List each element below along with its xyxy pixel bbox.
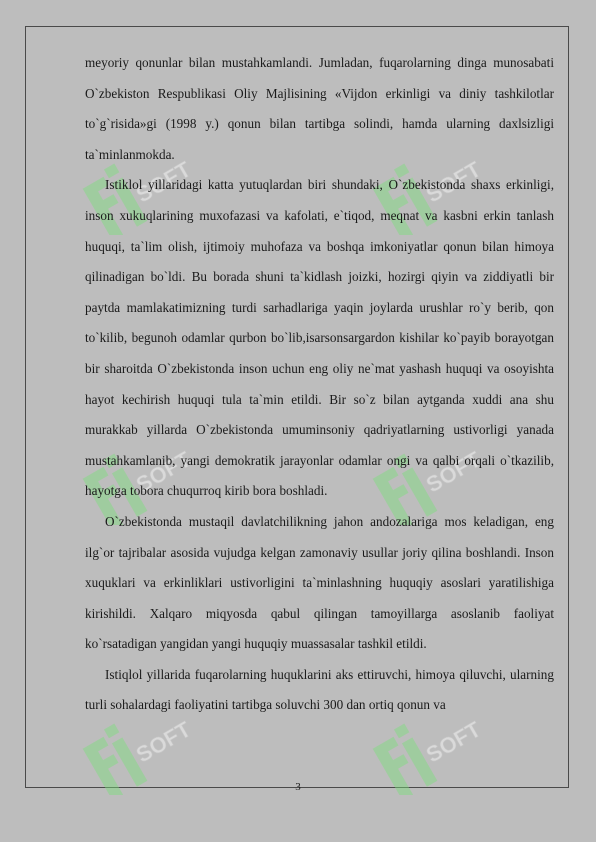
paragraph-1: meyoriy qonunlar bilan mustahkamlandi. Jumladan, fuqarolarning dinga munosabati O`zbekiston Respublikasi Oliy Majlisining «Vijdon erkinligi va diniy tashkilotlar to`g`risida»gi (1998 y.) qonun bilan tartibga solindi, hamda ularning daxlsizligi ta`minlanmokda.: [85, 55, 554, 162]
svg-text:SOFT: SOFT: [421, 446, 486, 498]
paragraph-2: Istiklol yillaridagi katta yutuqlardan biri shundaki, O`zbekistonda shaxs erkinligi, inson xukuqlarining muxofazasi va kafolati, e`tiqod, meqnat va kasbni erkin tanlash huquqi, ta`lim olish, ijtimoiy muhofaza va boshqa imkoniyatlar qonun bilan himoya qilinadigan bo`ldi. Bu borada shuni ta`kidlash joizki, hozirgi qiyin va ziddiyatli bir paytda mamlakatimizning turdi sarhadlariga yaqin joylarda urushlar ro`y berib, qon to`kilib, begunoh odamlar qurbon bo`lib,isarsonsargardon kishilar ko`payib borayotgan bir sharoitda O`zbekistonda inson uchun eng oliy ne`mat yashash huquqi va osoyishta hayot kechirish huquqi tula ta`min etildi. Bir so`z bilan aytganda xuddi ana shu murakkab yillarda O`zbekistonda umuminsoniy qadriyatlarning ustivorligi yanada mustahkamlanib, yangi demokratik jarayonlar odamlar ongi va qalbi orqali o`tkazilib, hayotga tobora chuqurroq kirib bora boshladi.: [85, 177, 554, 499]
page-number: 3: [295, 781, 301, 793]
svg-text:SOFT: SOFT: [131, 446, 196, 498]
svg-text:SOFT: SOFT: [131, 156, 196, 208]
svg-text:SOFT: SOFT: [421, 156, 486, 208]
paragraph-3: O`zbekistonda mustaqil davlatchilikning jahon andozalariga mos keladigan, eng ilg`or tajribalar asosida vujudga kelgan zamonaviy usullar joriy qilina boshlandi. Inson xuquklari va erkinliklari ustivorligini ta`minlashning huquqiy asoslari yaratilishiga kirishildi. Xalqaro miqyosda qabul qilingan tamoyillarga asoslanib faoliyat ko`rsatadigan yangidan yangi huquqiy muassasalar tashkil etildi.: [85, 513, 554, 652]
document-body: [85, 48, 554, 721]
paragraph-4: Istiqlol yillarida fuqarolarning huquklarini aks ettiruvchi, himoya qiluvchi, ularning turli sohalardagi faoliyatini tartibga soluvchi 300 dan ortiq qonun va: [85, 666, 554, 713]
svg-text:SOFT: SOFT: [131, 716, 196, 768]
svg-text:SOFT: SOFT: [421, 716, 486, 768]
